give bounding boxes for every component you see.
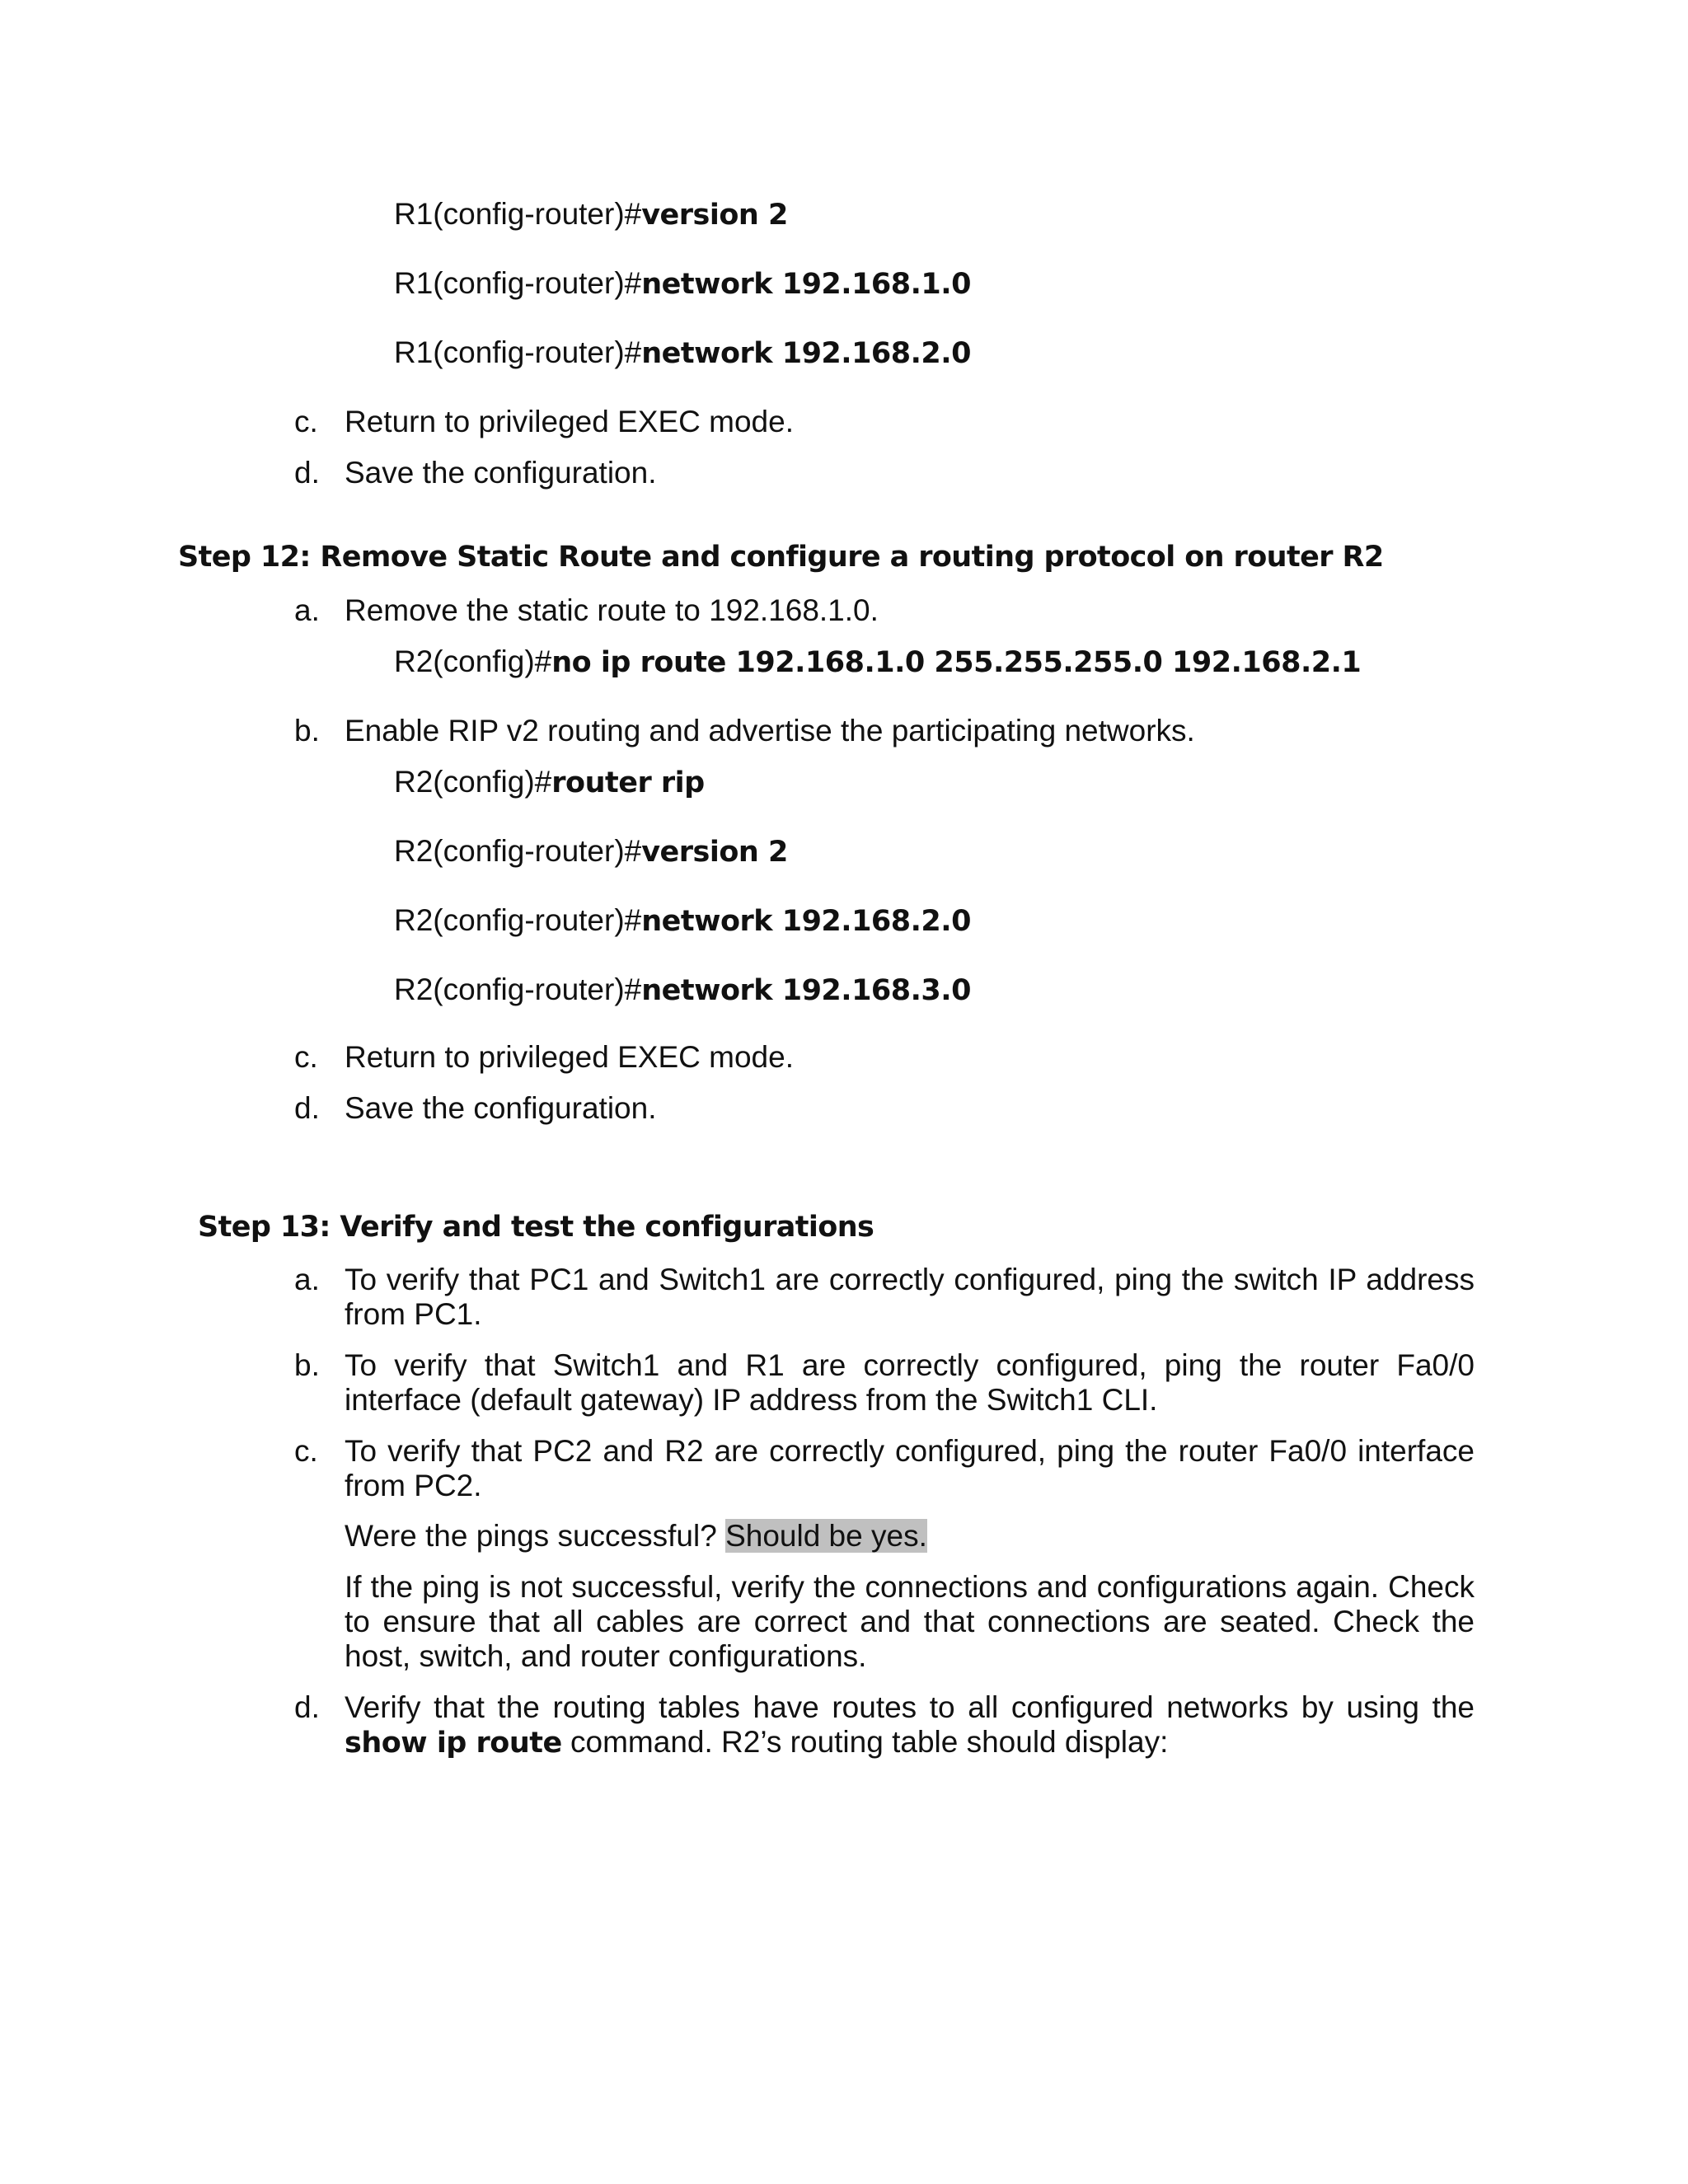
ping-question <box>345 1519 1475 1554</box>
cli-command: no ip route 192.168.1.0 255.255.255.0 192.168.2.1 <box>551 646 1362 679</box>
list-item-label: a. <box>294 1263 320 1296</box>
step-13-heading: Step 13: Verify and test the configurations <box>198 1211 874 1244</box>
troubleshooting-note: If the ping is not successful, verify the connections and configurations again. Check to ensure that all cables are correct and that connections are seated. Check the host, switch, and router configurations. <box>345 1570 1475 1673</box>
list-item-label: c. <box>294 1434 318 1468</box>
list-item-label: b. <box>294 1348 320 1382</box>
list-item-text: To verify that PC2 and R2 are correctly configured, ping the router Fa0/0 interface from PC2. <box>345 1434 1475 1502</box>
list-item-text: Return to privileged EXEC mode. <box>345 405 794 438</box>
step-12-heading: Step 12: Remove Static Route and configure a routing protocol on router R2 <box>178 541 1384 574</box>
highlighted-answer: Should be yes. <box>725 1519 927 1553</box>
cli-prompt: R1(config-router)# <box>394 335 642 369</box>
cli-command: version 2 <box>641 199 788 232</box>
cli-command: version 2 <box>641 836 788 869</box>
cli-prompt: R1(config-router)# <box>394 197 642 231</box>
list-item-label: a. <box>294 593 320 627</box>
cli-command: network 192.168.2.0 <box>641 337 971 370</box>
cli-command: network 192.168.3.0 <box>641 974 971 1007</box>
list-item-label: d. <box>294 1091 320 1125</box>
list-item-text: Verify that the routing tables have routes to all configured networks by using the show ip route command. R2’s routing table should display: <box>345 1690 1475 1760</box>
cli-prompt: R2(config-router)# <box>394 903 642 937</box>
list-item-label: d. <box>294 456 320 490</box>
cli-command: router rip <box>551 766 705 799</box>
r2-command-line <box>394 902 971 940</box>
cli-prompt: R2(config-router)# <box>394 972 642 1006</box>
list-item-text: To verify that Switch1 and R1 are correctly configured, ping the router Fa0/0 interface (default gateway) IP address from the Switch1 CLI. <box>345 1348 1475 1417</box>
r2-command-line <box>394 644 1361 681</box>
list-item-text: Enable RIP v2 routing and advertise the participating networks. <box>345 714 1195 748</box>
list-item-text: Save the configuration. <box>345 1091 657 1125</box>
cli-prompt: R2(config-router)# <box>394 834 642 868</box>
cli-prompt: R1(config-router)# <box>394 266 642 300</box>
r2-command-line <box>394 764 705 801</box>
r1-command-line <box>394 196 788 233</box>
cli-prompt: R2(config)# <box>394 644 552 678</box>
r2-command-line <box>394 972 971 1009</box>
r2-command-line <box>394 833 788 870</box>
list-item-label: c. <box>294 1040 318 1074</box>
cli-command: network 192.168.2.0 <box>641 905 971 938</box>
list-item-text: Remove the static route to 192.168.1.0. <box>345 593 879 627</box>
list-item-label: c. <box>294 405 318 438</box>
inline-command: show ip route <box>345 1727 562 1760</box>
list-item-label: b. <box>294 714 320 748</box>
r1-command-line <box>394 265 971 302</box>
list-item-text: Save the configuration. <box>345 456 657 490</box>
question-text: Were the pings successful? <box>345 1519 717 1553</box>
list-item-text: Return to privileged EXEC mode. <box>345 1040 794 1074</box>
cli-command: network 192.168.1.0 <box>641 268 971 301</box>
r1-command-line <box>394 335 971 372</box>
cli-prompt: R2(config)# <box>394 765 552 799</box>
list-item-label: d. <box>294 1690 320 1724</box>
list-item-text: To verify that PC1 and Switch1 are correctly configured, ping the switch IP address from PC1. <box>345 1263 1475 1331</box>
